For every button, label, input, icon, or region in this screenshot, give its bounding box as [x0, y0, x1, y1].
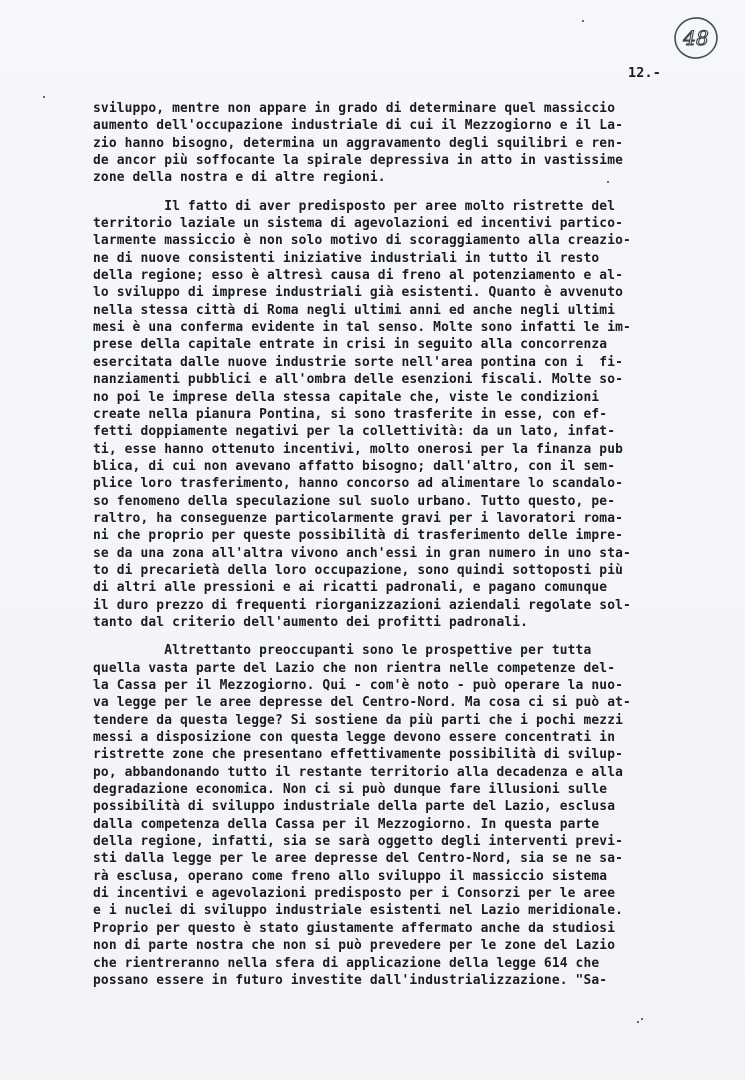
text-line: la Cassa per il Mezzogiorno. Qui - com'è noto - può operare la nuo-	[93, 678, 624, 693]
text-line: create nella pianura Pontina, si sono trasferite in esse, con ef-	[93, 406, 608, 422]
text-line: messi a disposizione con questa legge devono essere concentrati in	[93, 730, 616, 746]
scan-speck	[637, 1021, 639, 1023]
text-line: dalla competenza della Cassa per il Mezzogiorno. In questa parte	[93, 816, 600, 832]
text-line: so fenomeno della speculazione sul suolo urbano. Tutto questo, pe-	[93, 493, 616, 509]
text-line: rà esclusa, operano come freno allo sviluppo il massiccio sistema	[93, 868, 608, 884]
scan-speck	[607, 181, 609, 183]
text-line: se da una zona all'altra vivono anch'essi in gran numero in uno sta-	[93, 545, 631, 561]
text-line: larmente massiccio è non solo motivo di scoraggiamento alla creazio-	[93, 233, 631, 249]
scan-speck	[43, 96, 45, 98]
text-line: blica, di cui non avevano affatto bisogno; dall'altro, con il sem-	[93, 458, 616, 474]
paragraph-gap	[93, 187, 703, 198]
text-line: no poi le imprese della stessa capitale che, viste le condizioni	[93, 389, 600, 405]
text-line: ristrette zone che presentano effettivamente possibilità di svilup-	[93, 747, 624, 763]
text-line: possano essere in futuro investite dall'industrializzazione. "Sa-	[93, 972, 608, 988]
body-text	[93, 100, 703, 989]
scan-speck	[582, 20, 584, 22]
text-line: di altri alle pressioni e ai ricatti padronali, e pagano comunque	[93, 580, 608, 596]
text-line: fetti doppiamente negativi per la collettività: da un lato, infat-	[93, 424, 616, 440]
page-number: 12.-	[628, 66, 662, 81]
text-line: aumento dell'occupazione industriale di cui il Mezzogiorno e il La-	[93, 118, 624, 134]
text-line: tendere da questa legge? Si sostiene da più parti che i pochi mezzi	[93, 712, 624, 728]
text-line: raltro, ha conseguenze particolarmente gravi per i lavoratori roma-	[93, 510, 624, 526]
text-line: Altrettanto preoccupanti sono le prospettive per tutta	[93, 643, 592, 659]
text-line: plice loro trasferimento, hanno concorso ad alimentare lo scandalo-	[93, 476, 624, 492]
text-line: prese della capitale entrate in crisi in seguito alla concorrenza	[93, 337, 608, 353]
paragraph	[93, 100, 703, 187]
text-line: ne di nuove consistenti iniziative industriali in tutto il resto	[93, 250, 600, 266]
text-line: della regione; esso è altresì causa di freno al potenziamento e al-	[93, 268, 624, 284]
text-line: lo sviluppo di imprese industriali già esistenti. Quanto è avvenuto	[93, 285, 624, 301]
text-line: to di precarietà della loro occupazione, sono quindi sottoposti più	[93, 562, 624, 578]
text-line: di incentivi e agevolazioni predisposto per i Consorzi per le aree	[93, 886, 616, 902]
text-line: esercitata dalle nuove industrie sorte nell'area pontina con i fi-	[93, 354, 624, 370]
text-line: sviluppo, mentre non appare in grado di determinare quel massiccio	[93, 101, 616, 116]
text-line: non di parte nostra che non si può prevedere per le zone del Lazio	[93, 938, 616, 954]
text-line: mesi è una conferma evidente in tal senso. Molte sono infatti le im-	[93, 320, 631, 336]
text-line: ni che proprio per queste possibilità di trasferimento delle impre-	[93, 528, 624, 544]
paragraph-gap	[93, 631, 703, 642]
text-line: ti, esse hanno ottenuto incentivi, molto onerosi per la finanza pub	[93, 441, 624, 457]
text-line: territorio laziale un sistema di agevolazioni ed incentivi partico-	[93, 216, 624, 232]
text-line: nella stessa città di Roma negli ultimi anni ed anche negli ultimi	[93, 302, 616, 318]
text-line: che rientreranno nella sfera di applicazione della legge 614 che	[93, 955, 600, 971]
text-line: possibilità di sviluppo industriale della parte del Lazio, esclusa	[93, 799, 616, 815]
text-line: nanziamenti pubblici e all'ombra delle esenzioni fiscali. Molte so-	[93, 372, 624, 388]
text-line: zio hanno bisogno, determina un aggravamento degli squilibri e ren-	[93, 135, 624, 151]
text-line: e i nuclei di sviluppo industriale esistenti nel Lazio meridionale.	[93, 903, 624, 919]
text-line: va legge per le aree depresse del Centro-Nord. Ma cosa ci si può at-	[93, 695, 631, 711]
archive-stamp-number: 48	[683, 26, 709, 50]
text-line: zone della nostra e di altre regioni.	[93, 170, 386, 186]
text-line: Il fatto di aver predisposto per aree molto ristrette del	[93, 198, 616, 214]
text-line: Proprio per questo è stato giustamente affermato anche da studiosi	[93, 920, 616, 936]
text-line: della regione, infatti, sia se sarà oggetto degli interventi previ-	[93, 834, 624, 850]
text-line: sti dalla legge per le aree depresse del Centro-Nord, sia se ne sa-	[93, 851, 624, 867]
text-line: po, abbandonando tutto il restante territorio alla decadenza e alla	[93, 764, 624, 780]
text-line: quella vasta parte del Lazio che non rientra nelle competenze del-	[93, 660, 616, 676]
text-line: il duro prezzo di frequenti riorganizzazioni aziendali regolate sol-	[93, 597, 631, 613]
archive-stamp	[672, 14, 720, 62]
text-line: de ancor più soffocante la spirale depressiva in atto in vastissime	[93, 153, 624, 169]
paragraph	[93, 198, 703, 632]
scan-speck	[641, 1018, 643, 1020]
text-line: degradazione economica. Non ci si può dunque fare illusioni sulle	[93, 782, 608, 798]
text-line: tanto dal criterio dell'aumento dei profitti padronali.	[93, 614, 529, 630]
paragraph	[93, 642, 703, 989]
